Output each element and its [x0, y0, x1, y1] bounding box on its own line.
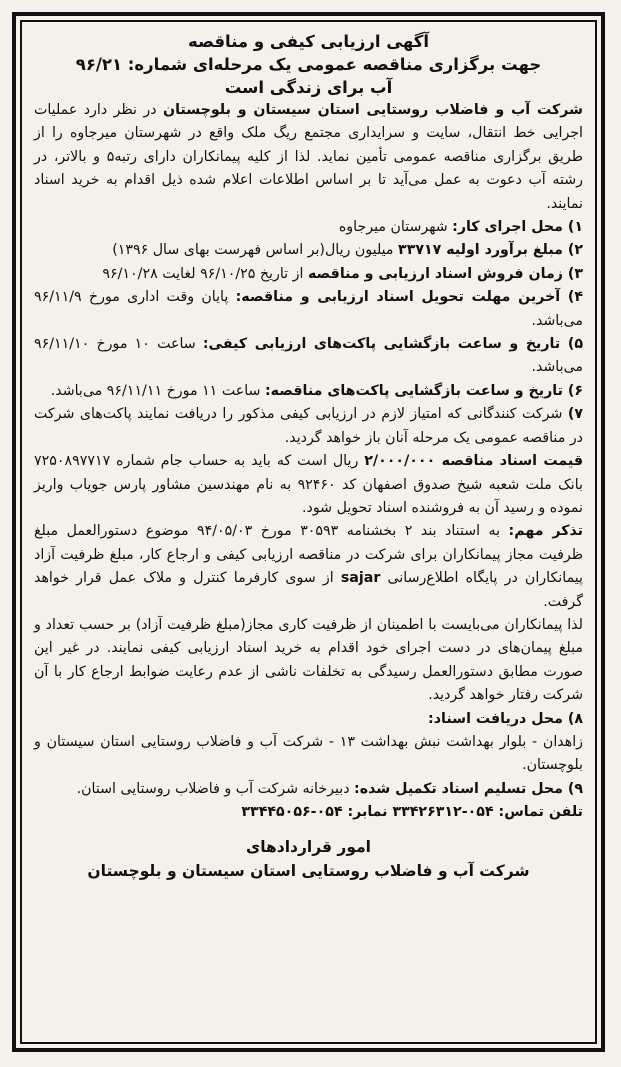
- company-name: شرکت آب و فاضلاب روستایی استان سیستان و بلوچستان: [163, 102, 583, 118]
- important-note: تذکر مهم: به استناد بند ۲ بخشنامه ۳۰۵۹۳ مورخ ۹۴/۰۵/۰۳ موضوع دستورالعمل مبلغ ظرفیت مجاز پیمانکاران برای شرکت در مناقصه ارزیابی کیفی و ارجاع کار، مبلغ ظرفیت آزاد پیمانکاران در پایگاه اطلاع‌رسانی sajar از سوی کارفرما کنترل و ملاک عمل قرار خواهد گرفت.: [34, 523, 583, 610]
- contact-line: تلفن تماس: ۰۵۴-۳۳۴۲۶۳۱۲ نمابر: ۰۵۴-۳۳۴۴۵۰۵۶: [241, 804, 583, 821]
- notice-body: [20, 20, 597, 1044]
- item-4: ۴) آخرین مهلت تحویل اسناد ارزیابی و مناقصه: پایان وقت اداری مورخ ۹۶/۱۱/۹ می‌باشد.: [34, 289, 583, 329]
- tender-number-title: جهت برگزاری مناقصه عمومی یک مرحله‌ای شماره: ۹۶/۲۱: [75, 55, 542, 74]
- note-continued: لذا پیمانکاران می‌بایست با اطمینان از ظرفیت کاری مجاز(مبلغ ظرفیت آزاد) بر حسب تعداد و مبلغ پیمان‌های در دست اجرای خود اقدام به خرید اسناد ارزیابی کیفی نمایند. در غیر این صورت مطابق دستورالعمل رسیدگی به تخلفات ناشی از عدم رعایت ضوابط ارجاع کار با آن شرکت رفتار خواهد گردید.: [34, 616, 583, 704]
- sajar-label: sajar: [340, 570, 381, 587]
- item-3: ۳) زمان فروش اسناد ارزیابی و مناقصه از تاریخ ۹۶/۱۰/۲۵ لغایت ۹۶/۱۰/۲۸: [102, 265, 583, 282]
- signature-company: شرکت آب و فاضلاب روستایی استان سیستان و بلوچستان: [87, 861, 530, 880]
- item-5: ۵) تاریخ و ساعت بازگشایی پاکت‌های ارزیابی کیفی: ساعت ۱۰ مورخ ۹۶/۱۱/۱۰ می‌باشد.: [34, 336, 583, 376]
- item-1: ۱) محل اجرای کار: شهرستان میرجاوه: [338, 219, 583, 236]
- notice-title: آگهی ارزیابی کیفی و مناقصه: [187, 32, 430, 51]
- phone-number: ۰۵۴-۳۳۴۲۶۳۱۲: [392, 804, 499, 821]
- item-2: ۲) مبلغ برآورد اولیه ۳۳۷۱۷ میلیون ریال(بر اساس فهرست بهای سال ۱۳۹۶): [112, 242, 583, 259]
- slogan: آب برای زندگی است: [224, 78, 393, 97]
- price-paragraph: قیمت اسناد مناقصه ۲/۰۰۰/۰۰۰ ریال است که باید به حساب جام شماره ۷۲۵۰۸۹۷۷۱۷ بانک ملت شعبه شیخ صدوق اصفهان کد ۹۲۴۶۰ به نام مهندسین مشاور پارس جویاب واریز نموده و رسید آن به فروشنده اسناد تحویل شود.: [34, 453, 584, 516]
- item-8-address: زاهدان - بلوار بهداشت نبش بهداشت ۱۳ - شرکت آب و فاضلاب روستایی استان سیستان و بلوچستان.: [34, 733, 583, 774]
- item-7: ۷) شرکت کنندگانی که امتیاز لازم در ارزیابی کیفی مذکور را دریافت نمایند پاکت‌های شرکت در مناقصه عمومی یک مرحله آنان باز خواهد گردید.: [34, 406, 583, 446]
- intro-text: در نظر دارد عملیات اجرایی خط انتقال، سایت و سرایداری مجتمع ریگ ملک واقع در شهرستان میرجاوه را از طریق برگزاری مناقصه عمومی تأمین نماید. لذا از کلیه پیمانکاران دارای رتبه۵ و بالاتر، در رشته آب دعوت به عمل می‌آید تا بر اساس اطلاعات اعلام شده ذیل اقدام به خرید اسناد نمایند.: [34, 102, 583, 212]
- item-8: ۸) محل دریافت اسناد:: [428, 710, 583, 727]
- fax-number: ۰۵۴-۳۳۴۴۵۰۵۶: [241, 804, 348, 821]
- item-9: ۹) محل تسلیم اسناد تکمیل شده: دبیرخانه شرکت آب و فاضلاب روستایی استان.: [76, 780, 583, 797]
- signature-block: [34, 835, 583, 883]
- item-6: ۶) تاریخ و ساعت بازگشایی پاکت‌های مناقصه: ساعت ۱۱ مورخ ۹۶/۱۱/۱۱ می‌باشد.: [50, 382, 583, 399]
- signature-dept: امور قراردادهای: [246, 837, 371, 856]
- intro-paragraph: [34, 99, 583, 216]
